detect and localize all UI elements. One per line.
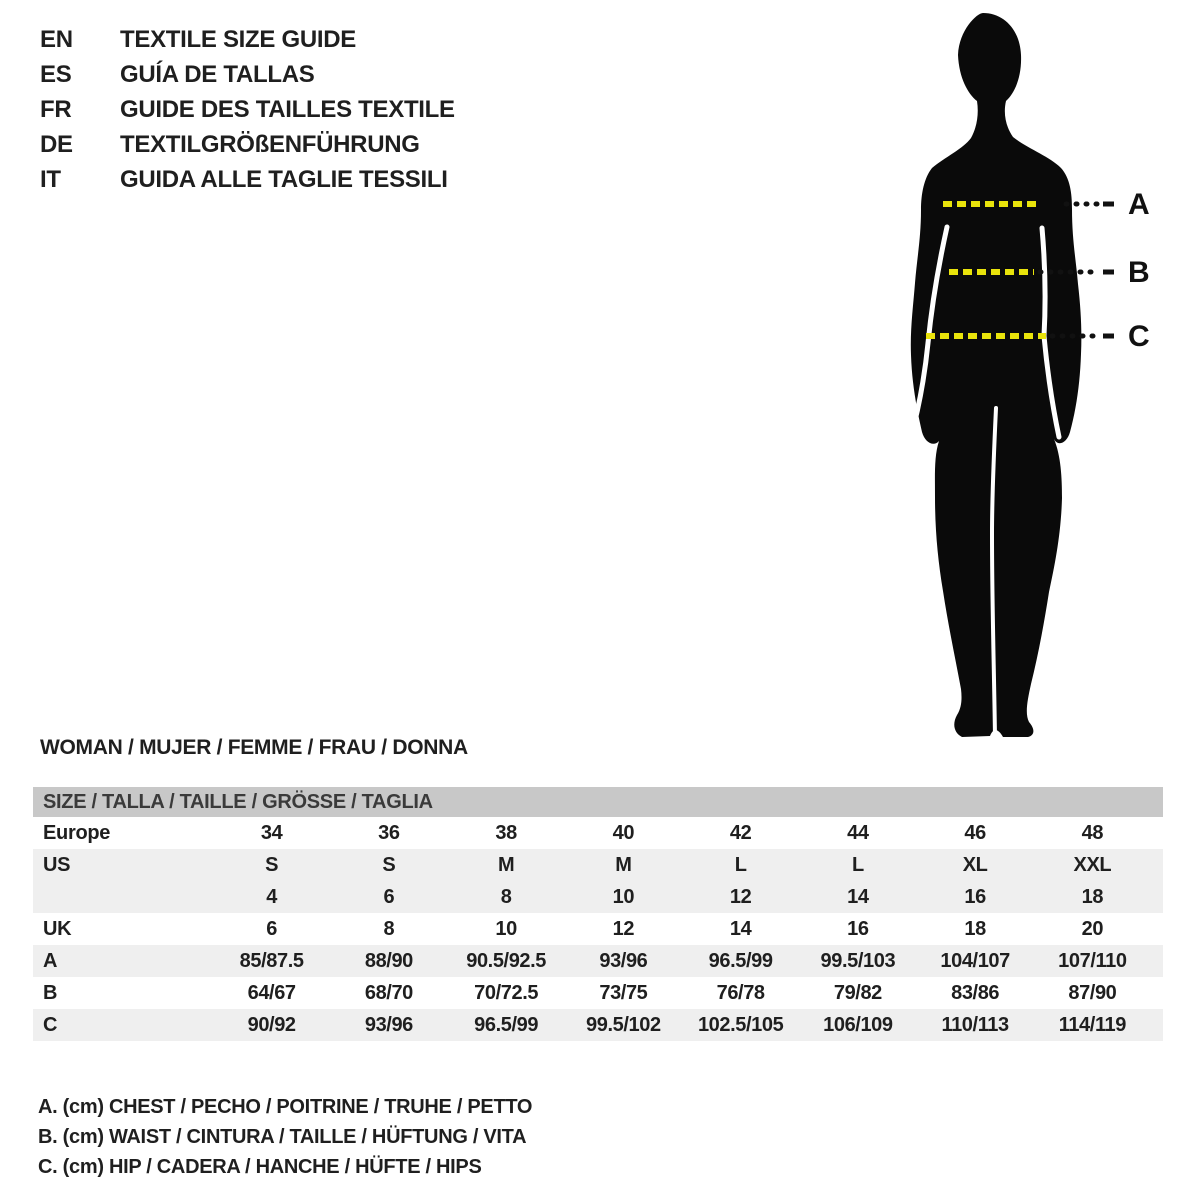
size-table-cell: 102.5/105 [697,1013,784,1036]
size-table-cell: 48 [1081,821,1104,844]
legend-line-waist: B. (cm) WAIST / CINTURA / TAILLE / HÜFTUNG / VITA [38,1126,527,1148]
measurement-legend [38,1092,532,1182]
language-row [40,162,455,197]
size-table-cell: 64/67 [247,981,296,1004]
size-table-cell: 46 [964,821,986,844]
size-table-cell: S [265,853,279,876]
size-table-cell: 87/90 [1068,981,1117,1004]
size-table-row-label: A [43,949,58,972]
language-title: GUIDE DES TAILLES TEXTILE [120,96,455,123]
measure-label-c: C [1128,320,1150,353]
size-table-cell: 85/87.5 [239,949,304,972]
size-table-cell: 36 [378,821,400,844]
language-title-list [40,22,455,197]
size-table-cell: 96.5/99 [474,1013,539,1036]
size-table-cell: 14 [729,917,752,940]
size-table-cell: 8 [383,917,395,940]
section-title: WOMAN / MUJER / FEMME / FRAU / DONNA [40,736,468,759]
size-table-cell: 10 [495,917,517,940]
size-table-cell: 42 [729,821,752,844]
measure-label-a: A [1128,188,1150,221]
size-table-cell: M [615,853,632,876]
size-table-cell: 16 [847,917,869,940]
size-table-cell: 93/96 [364,1013,413,1036]
size-table-cell: 44 [847,821,869,844]
size-table-cell: 18 [964,917,986,940]
size-table-cell: 104/107 [940,949,1010,972]
language-title: TEXTILE SIZE GUIDE [120,26,356,53]
size-table-row-label: UK [43,917,72,940]
size-table-cell: 14 [847,885,869,908]
size-table-cell: 68/70 [364,981,413,1004]
size-table-cell: 4 [266,885,277,908]
size-table-cell: 38 [495,821,517,844]
language-code: EN [40,26,73,53]
size-table-row [33,913,1163,945]
size-table-cell: 18 [1081,885,1104,908]
size-table-cell: 99.5/102 [586,1013,661,1036]
size-table-cell: 20 [1081,917,1104,940]
language-row [40,127,455,162]
size-table-row [33,881,1163,913]
language-row [40,57,455,92]
size-table-cell: 12 [612,917,635,940]
legend-line-chest: A. (cm) CHEST / PECHO / POITRINE / TRUHE / PETTO [38,1096,533,1118]
language-row [40,92,455,127]
size-table-row [33,817,1163,849]
size-table [33,787,1163,1041]
legend-line-hip: C. (cm) HIP / CADERA / HANCHE / HÜFTE / HIPS [38,1156,482,1178]
size-table-row [33,945,1163,977]
size-table-row [33,1009,1163,1041]
language-title: GUIDA ALLE TAGLIE TESSILI [120,166,448,193]
size-table-cell: 79/82 [833,981,882,1004]
size-table-cell: 110/113 [941,1013,1009,1036]
size-table-cell: 34 [260,821,283,844]
size-table-cell: S [382,853,396,876]
size-table-cell: 70/72.5 [474,981,539,1004]
language-code: FR [40,96,72,123]
size-table-cell: 96.5/99 [708,949,773,972]
size-table-header: SIZE / TALLA / TAILLE / GRÖSSE / TAGLIA [33,787,1163,817]
language-code: ES [40,61,72,88]
language-title: GUÍA DE TALLAS [120,61,315,88]
size-table-cell: 10 [612,885,635,908]
size-table-row [33,849,1163,881]
size-table-body [33,817,1163,1041]
size-table-row [33,977,1163,1009]
language-code: DE [40,131,73,158]
woman-silhouette-figure [880,10,1200,750]
size-table-cell: 106/109 [823,1013,893,1036]
size-table-cell: 8 [500,885,512,908]
size-table-cell: 90/92 [247,1013,296,1036]
size-table-cell: 107/110 [1058,949,1127,972]
language-title: TEXTILGRÖßENFÜHRUNG [120,131,420,158]
size-table-row-label: C [43,1013,58,1036]
size-table-row-label: Europe [43,821,111,844]
size-table-cell: 6 [383,885,395,908]
size-table-cell: 16 [964,885,986,908]
size-table-cell: 73/75 [599,981,648,1004]
size-table-cell: 99.5/103 [820,949,896,972]
size-table-cell: L [734,853,747,876]
woman-silhouette [911,13,1082,737]
size-table-cell: 114/119 [1058,1013,1127,1036]
size-table-cell: 6 [266,917,277,940]
size-table-cell: XL [962,853,988,876]
language-code: IT [40,166,61,193]
size-table-cell: 93/96 [599,949,648,972]
size-table-cell: 83/86 [951,981,1000,1004]
size-table-cell: XXL [1073,853,1112,876]
size-table-cell: L [851,853,864,876]
size-table-cell: M [497,853,515,876]
size-table-cell: 90.5/92.5 [466,949,547,972]
size-table-cell: 12 [729,885,752,908]
language-row [40,22,455,57]
size-table-row-label: US [43,853,71,876]
size-table-row-label: B [43,981,58,1004]
size-table-cell: 76/78 [716,981,765,1004]
size-table-cell: 40 [612,821,635,844]
measure-label-b: B [1128,256,1150,289]
size-table-cell: 88/90 [364,949,413,972]
